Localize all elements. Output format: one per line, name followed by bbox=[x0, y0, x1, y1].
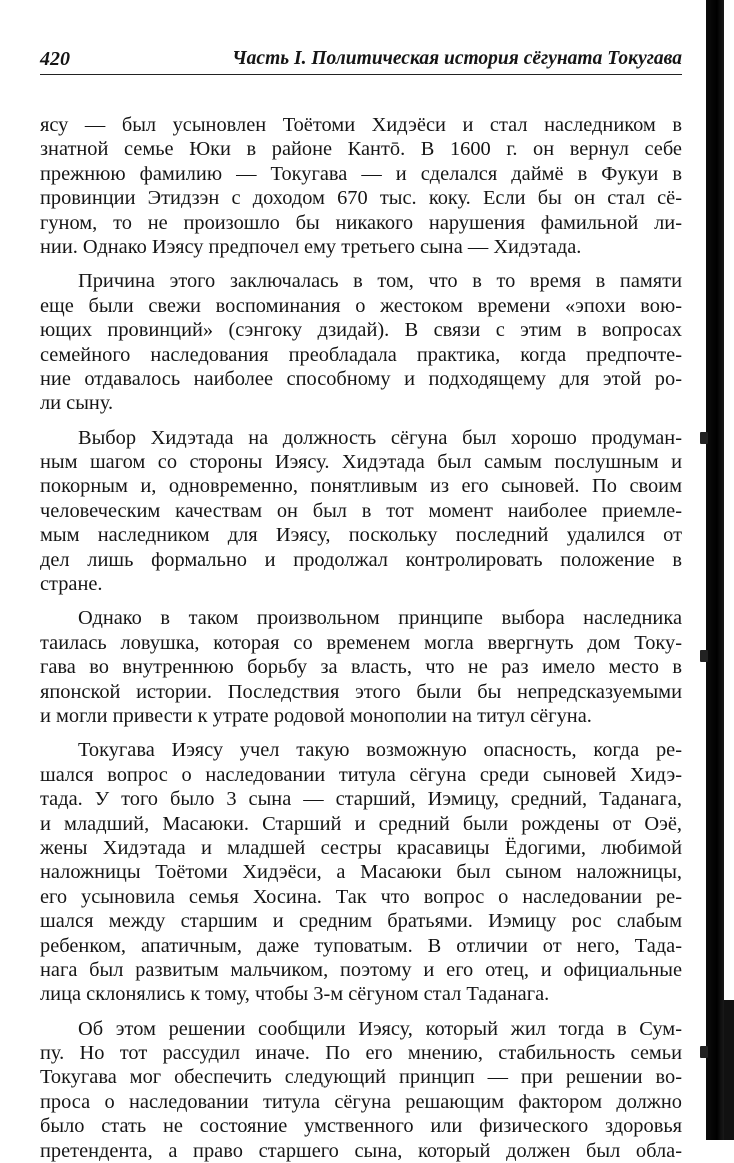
text-line: гава во внутреннюю борьбу за власть, что не раз имело место в bbox=[40, 656, 682, 679]
text-line: гуном, то не произошло бы никакого нарушения фамильной ли- bbox=[40, 211, 682, 234]
text-line: пу. Но тот рассудил иначе. По его мнению, стабильность семьи bbox=[40, 1042, 682, 1065]
text-line: покорным и, одновременно, понятливым из его сыновей. По своим bbox=[40, 475, 682, 498]
text-line: Токугава Иэясу учел такую возможную опасность, когда ре- bbox=[78, 739, 682, 762]
scan-edge-mark bbox=[700, 1046, 708, 1058]
text-line: проса о наследовании титула сёгуна решающим фактором должно bbox=[40, 1090, 682, 1113]
text-line: еще были свежи воспоминания о жестоком времени «эпохи вою- bbox=[40, 294, 682, 317]
text-line: ли сыну. bbox=[40, 392, 114, 415]
scan-edge-mark bbox=[700, 432, 708, 444]
text-line: лица склонялись к тому, чтобы 3-м сёгуном стал Таданага. bbox=[40, 983, 550, 1006]
text-line: стране. bbox=[40, 573, 103, 596]
text-line: семейного наследования преобладала практика, когда предпочте- bbox=[40, 343, 682, 366]
text-line: человеческим качествам он был в тот момент наиболее приемле- bbox=[40, 499, 682, 522]
text-line: ным шагом со стороны Иэясу. Хидэтада был самым послушным и bbox=[40, 451, 682, 474]
text-line: Об этом решении сообщили Иэясу, который жил тогда в Сум- bbox=[78, 1017, 682, 1040]
page-header bbox=[40, 46, 682, 75]
scan-edge-shadow bbox=[700, 0, 734, 1140]
text-line: ющих провинций» (сэнгоку дзидай). В связи с этим в вопросах bbox=[40, 319, 682, 342]
text-line: его усыновила семья Хосина. Так что вопрос о наследовании ре- bbox=[40, 885, 682, 908]
paragraph-2 bbox=[40, 269, 682, 415]
text-line: Токугава мог обеспечить следующий принцип — при решении во- bbox=[40, 1066, 682, 1089]
text-line: Однако в таком произвольном принципе выбора наследника bbox=[78, 607, 682, 630]
paragraph-5 bbox=[40, 738, 682, 1006]
text-line: шался вопрос о наследовании титула сёгуна среди сыновей Хидэ- bbox=[40, 763, 682, 786]
text-line: и могли привести к утрате родовой монополии на титул сёгуна. bbox=[40, 704, 592, 727]
body-text bbox=[40, 113, 682, 1163]
text-line: ясу — был усыновлен Тоётоми Хидэёси и стал наследником в bbox=[40, 114, 682, 136]
text-line: мым наследником для Иэясу, поскольку последний удалился от bbox=[40, 524, 682, 547]
paragraph-1 bbox=[40, 113, 682, 259]
text-line: претендента, а право старшего сына, который должен был обла- bbox=[40, 1139, 682, 1162]
text-line: ние отдавалось наиболее способному и подходящему для этой ро- bbox=[40, 367, 682, 390]
text-line: Выбор Хидэтада на должность сёгуна был хорошо продуман- bbox=[78, 426, 682, 449]
text-line: таилась ловушка, которая со временем могла ввергнуть дом Току- bbox=[40, 631, 682, 654]
paragraph-6 bbox=[40, 1017, 682, 1163]
text-line: нии. Однако Иэясу предпочел ему третьего сына — Хидэтада. bbox=[40, 235, 582, 258]
text-line: и младший, Масаюки. Старший и средний были рождены от Оэё, bbox=[40, 812, 682, 835]
text-line: жены Хидэтада и младшей сестры красавицы Ёдогими, любимой bbox=[40, 836, 682, 859]
text-line: знатной семье Юки в районе Кантō. В 1600 г. он вернул себе bbox=[40, 138, 682, 161]
scan-edge-mark bbox=[700, 650, 708, 662]
page-number: 420 bbox=[40, 48, 70, 70]
text-line: наложницы Тоётоми Хидэёси, а Масаюки был сыном наложницы, bbox=[40, 861, 682, 884]
text-line: Причина этого заключалась в том, что в то время в памяти bbox=[78, 270, 682, 293]
text-line: шался между старшим и средним братьями. Иэмицу рос слабым bbox=[40, 910, 682, 933]
paragraph-3 bbox=[40, 426, 682, 597]
text-line: провинции Этидзэн с доходом 670 тыс. коку. Если бы он стал сё- bbox=[40, 187, 682, 210]
scan-edge-tail bbox=[724, 1000, 734, 1140]
scan-edge-band bbox=[706, 0, 724, 1140]
text-line: дел лишь формально и продолжал контролировать положение в bbox=[40, 548, 682, 571]
running-title: Часть I. Политическая история сёгуната Токугава bbox=[232, 48, 682, 69]
text-line: нага был развитым мальчиком, поэтому и его отец, и официальные bbox=[40, 958, 682, 981]
text-line: ребенком, апатичным, даже туповатым. В отличии от него, Тада- bbox=[40, 934, 682, 957]
paragraph-4 bbox=[40, 606, 682, 728]
text-line: было стать не состояние умственного или физического здоровья bbox=[40, 1115, 682, 1138]
text-line: тада. У того было 3 сына — старший, Иэмицу, средний, Таданага, bbox=[40, 788, 682, 811]
text-line: прежнюю фамилию — Токугава — и сделался даймё в Фукуи в bbox=[40, 162, 682, 185]
text-line: японской истории. Последствия этого были бы непредсказуемыми bbox=[40, 680, 682, 703]
